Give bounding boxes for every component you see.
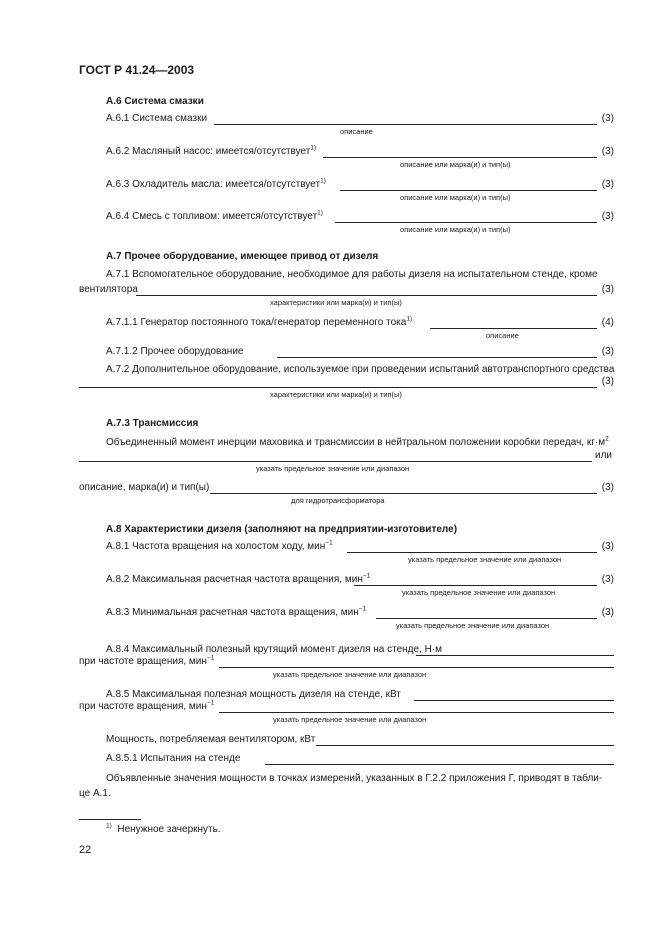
item-a8-2-label: А.8.2 Максимальная расчетная частота вращения, мин$^{-1}$ (106, 572, 371, 585)
transmission-description-field[interactable] (210, 493, 597, 494)
item-a8-5-speed-field[interactable] (219, 712, 614, 713)
item-a6-3-field[interactable] (340, 190, 597, 191)
item-a7-1-2-label: А.7.1.2 Прочее оборудование (106, 346, 244, 357)
item-a7-1-1-field[interactable] (430, 328, 597, 329)
footnote-text: Ненужное зачеркнуть. (117, 824, 221, 835)
paragraph-line1: Объявленные значения мощности в точках измерений, указанных в Г.2.2 приложения Г, приводят в табли- (106, 773, 603, 784)
item-a6-2-caption: описание или марка(и) и тип(ы) (400, 160, 511, 169)
item-a7-1-1-code: (4) (601, 317, 614, 328)
item-a8-2-caption: указать предельное значение или диапазон (402, 588, 556, 597)
item-a8-1-field[interactable] (347, 552, 597, 553)
item-a7-1-1-label: А.7.1.1 Генератор постоянного тока/генератор переменного тока$^{1)}$ (106, 315, 413, 328)
transmission-line2: описание, марка(и) и тип(ы) (79, 482, 210, 493)
footnote-divider (79, 819, 141, 820)
item-a8-1-label: А.8.1 Частота вращения на холостом ходу, мин$^{-1}$ (106, 539, 333, 552)
item-a8-5-line2: при частоте вращения, мин$^{-1}$ (79, 699, 215, 712)
item-a7-1-2-code: (3) (601, 346, 614, 357)
item-a6-4-label: А.6.4 Смесь с топливом: имеется/отсутствует$^{1)}$ (106, 209, 323, 222)
unit-superscript: −1 (206, 699, 215, 707)
item-a7-2-caption: характеристики или марка(и) и тип(ы) (270, 390, 402, 399)
footnote (106, 824, 221, 836)
item-a6-3-caption: описание или марка(и) и тип(ы) (400, 193, 511, 202)
section-title-a6: А.6 Система смазки (106, 96, 204, 107)
item-a6-1-caption: описание (340, 127, 373, 136)
item-a6-3-code: (3) (601, 179, 614, 190)
item-a8-5-power-field[interactable] (414, 700, 614, 701)
item-a7-1-field[interactable] (136, 295, 597, 296)
footnote-ref: 1) (317, 209, 323, 217)
item-a8-3-caption: указать предельное значение или диапазон (396, 621, 550, 630)
item-a8-4-speed-field[interactable] (219, 667, 614, 668)
transmission-or: или (595, 450, 613, 461)
section-title-a7-3: А.7.3 Трансмиссия (106, 418, 199, 429)
item-a8-5-1-field[interactable] (265, 764, 614, 765)
unit-superscript: −1 (325, 539, 333, 547)
item-a6-4-code: (3) (601, 211, 614, 222)
item-a6-1-field[interactable] (214, 124, 597, 125)
item-a6-1-code: (3) (601, 113, 614, 124)
transmission-caption1: указать предельное значение или диапазон (256, 464, 410, 473)
document-header: ГОСТ Р 41.24—2003 (79, 63, 195, 77)
page-number: 22 (79, 844, 92, 856)
item-a6-4-caption: описание или марка(и) и тип(ы) (400, 225, 511, 234)
fan-power-label: Мощность, потребляемая вентилятором, кВт (106, 734, 316, 745)
footnote-ref: 1) (406, 315, 413, 323)
fan-power-field[interactable] (316, 745, 614, 746)
transmission-inertia-field[interactable] (79, 461, 592, 462)
item-a7-1-line2: вентилятора (79, 284, 138, 295)
footnote-mark: 1) (106, 822, 112, 830)
transmission-code: (3) (601, 482, 614, 493)
item-a7-1-2-field[interactable] (277, 357, 597, 358)
item-a8-1-caption: указать предельное значение или диапазон (408, 555, 562, 564)
item-a8-3-field[interactable] (376, 618, 597, 619)
item-a8-2-field[interactable] (354, 585, 597, 586)
item-a7-1-1-caption: описание (486, 331, 519, 340)
item-a6-1-label: А.6.1 Система смазки (106, 113, 208, 124)
item-a7-2-line1: А.7.2 Дополнительное оборудование, используемое при проведении испытаний автотранспортного средства (106, 364, 615, 375)
section-title-a8: А.8 Характеристики дизеля (заполняют на предприятии-изготовителе) (106, 524, 458, 535)
unit-superscript: −1 (206, 654, 215, 662)
item-a7-2-field[interactable] (79, 387, 597, 388)
item-a8-5-1-label: А.8.5.1 Испытания на стенде (106, 753, 241, 764)
paragraph-line2: це А.1. (79, 788, 111, 799)
unit-superscript: −1 (358, 605, 367, 613)
item-a7-1-caption: характеристики или марка(и) и тип(ы) (270, 298, 402, 307)
item-a8-5-line1: А.8.5 Максимальная полезная мощность дизеля на стенде, кВт (106, 689, 401, 700)
item-a6-2-label: А.6.2 Масляный насос: имеется/отсутствует$^{1)}$ (106, 144, 317, 157)
unit-superscript: −1 (362, 572, 371, 580)
item-a6-3-label: А.6.3 Охладитель масла: имеется/отсутствует$^{1)}$ (106, 177, 326, 190)
transmission-line1: Объединенный момент инерции маховика и трансмиссии в нейтральном положении коробки передач, $кг\cdot м^2$ (106, 435, 609, 448)
item-a7-1-line1: А.7.1 Вспомогательное оборудование, необходимое для работы дизеля на испытательном стенде, кроме (106, 269, 598, 280)
item-a8-4-line1: А.8.4 Максимальный полезный крутящий момент дизеля на стенде, Н·м (106, 644, 443, 655)
item-a8-1-code: (3) (601, 541, 614, 552)
item-a8-3-code: (3) (601, 607, 614, 618)
item-a8-3-label: А.8.3 Минимальная расчетная частота вращения, мин$^{-1}$ (106, 605, 367, 618)
item-a7-1-code: (3) (601, 284, 614, 295)
item-a6-2-field[interactable] (323, 157, 597, 158)
item-a6-2-code: (3) (601, 146, 614, 157)
item-a6-4-field[interactable] (335, 222, 597, 223)
item-a8-4-torque-field[interactable] (416, 655, 614, 656)
item-a8-4-line2: при частоте вращения, мин$^{-1}$ (79, 654, 215, 667)
item-a8-4-caption: указать предельное значение или диапазон (273, 670, 427, 679)
unit-superscript: 2 (605, 435, 609, 443)
item-a8-5-caption: указать предельное значение или диапазон (273, 715, 427, 724)
item-a8-2-code: (3) (601, 574, 614, 585)
footnote-ref: 1) (310, 144, 317, 152)
section-title-a7: А.7 Прочее оборудование, имеющее привод от дизеля (106, 251, 379, 262)
footnote-ref: 1) (320, 177, 326, 185)
transmission-caption2: для гидротрансформатора (291, 496, 385, 505)
item-a7-2-code: (3) (601, 376, 614, 387)
